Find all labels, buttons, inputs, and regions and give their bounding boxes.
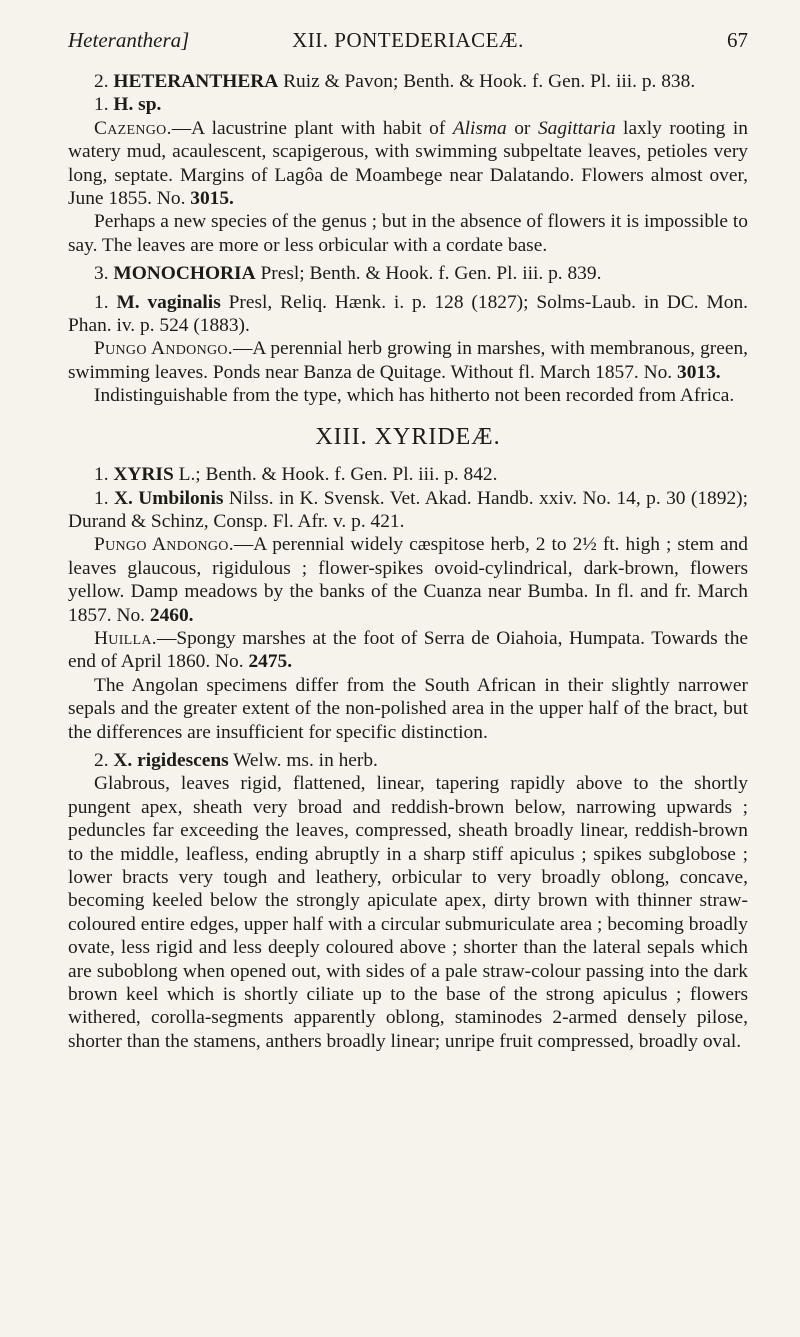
- running-head: [68, 22, 748, 56]
- species-heading: 1. M. vaginalis Presl, Reliq. Hænk. i. p. 128 (1827); Solms-Laub. in DC. Mon. Phan. iv. p. 524 (1883).: [68, 291, 749, 337]
- page-number: 67: [727, 28, 748, 52]
- species-heading: 1. X. Umbilonis Nilss. in K. Svensk. Vet. Akad. Handb. xxiv. No. 14, p. 30 (1892); Durand & Schinz, Consp. Fl. Afr. v. p. 421.: [68, 487, 748, 532]
- description-paragraph: Glabrous, leaves rigid, flattened, linear, tapering rapidly above to the shortly pungent apex, sheath very broad and reddish-brown below, narrowing upwards ; peduncles far exceeding the leaves, compressed, sheath broadly linear, reddish-brown to the middle, leafless, ending abruptly in a sharp stiff apiculus ; spikes subglobose ; lower bracts very tough and leathery, orbicular to very broadly oblong, concave, becoming keeled below the strongly apiculate apex, dirty brown with thinner straw-coloured entire edges, upper half with a circular submuriculate area ; becoming broadly ovate, less rigid and less deeply coloured above ; shorter than the lateral sepals which are suboblong when opened out, with sides of a pale straw-colour passing into the dark brown keel which is shortly ciliate up to the base of the strong apiculus ; flowers withered, corolla-segments apparently oblong, staminodes 2-armed densely pilose, shorter than the stamens, anthers broadly linear; unripe fruit compressed, broadly oval.: [68, 773, 748, 1052]
- note-paragraph: Perhaps a new species of the genus ; but in the absence of flowers it is impossible to say. The leaves are more or less orbicular with a cordate base.: [68, 211, 748, 256]
- page-body: [68, 70, 748, 1053]
- note-paragraph: The Angolan specimens differ from the South African in their slightly narrower sepals and the greater extent of the non-polished area in the upper half of the bract, but the differences are insufficient for specific distinction.: [68, 674, 748, 743]
- genus-heading-monochoria: 3. MONOCHORIA Presl; Benth. & Hook. f. Gen. Pl. iii. p. 839.: [94, 263, 602, 285]
- family-heading: XIII. XYRIDEÆ.: [315, 423, 501, 450]
- note-paragraph: Indistinguishable from the type, which has hitherto not been recorded from Africa.: [94, 385, 735, 407]
- running-head-center: XII. PONTEDERIACEÆ.: [292, 28, 524, 52]
- running-head-left: Heteranthera]: [68, 28, 190, 52]
- genus-heading-xyris: 1. XYRIS L.; Benth. & Hook. f. Gen. Pl. iii. p. 842.: [94, 464, 498, 486]
- locality-paragraph: Pungo Andongo.—A perennial herb growing in marshes, with membranous, green, swimming leaves. Ponds near Banza de Quitage. Without fl. March 1857. No. 3013.: [68, 338, 748, 383]
- locality-paragraph: Pungo Andongo.—A perennial widely cæspitose herb, 2 to 2½ ft. high ; stem and leaves glaucous, rigidulous ; flower-spikes ovoid-cylindrical, dark-brown, flowers yellow. Damp meadows by the banks of the Cuanza near Bumba. In fl. and fr. March 1857. No. 2460.: [68, 534, 748, 626]
- species-heading: 1. H. sp.: [94, 94, 162, 116]
- locality-paragraph: Huilla.—Spongy marshes at the foot of Serra de Oiahoia, Humpata. Towards the end of April 1860. No. 2475.: [68, 627, 748, 673]
- genus-heading-heteranthera: 2. HETERANTHERA Ruiz & Pavon; Benth. & Hook. f. Gen. Pl. iii. p. 838.: [94, 71, 696, 92]
- locality-paragraph: Cazengo.—A lacustrine plant with habit of Alisma or Sagittaria laxly rooting in watery mud, acaulescent, scapigerous, with swimming subpeltate leaves, petioles very long, septate. Margins of Lagôa de Moambege near Dalatando. Flowers almost over, June 1855. No. 3015.: [68, 117, 748, 210]
- species-heading: 2. X. rigidescens Welw. ms. in herb.: [94, 749, 378, 771]
